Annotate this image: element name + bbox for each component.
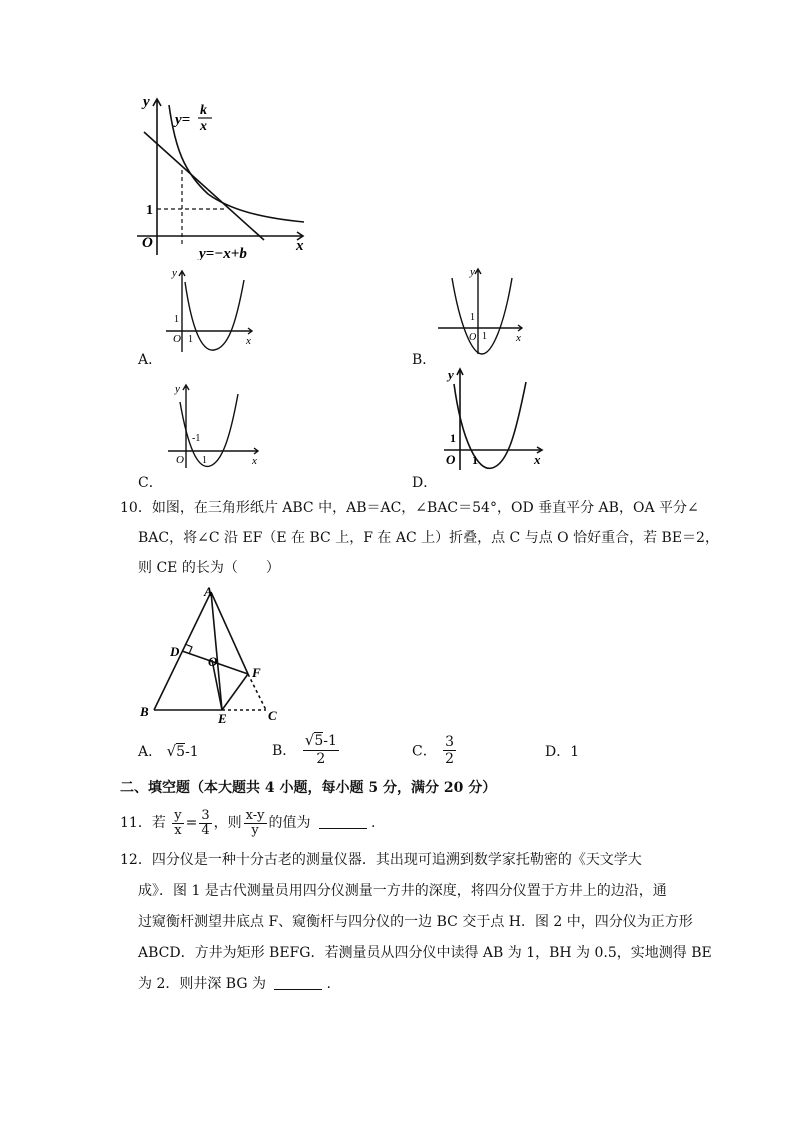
- origin-label: O: [176, 454, 184, 466]
- one-x-label: 1: [188, 334, 193, 345]
- hyperbola-line-graph: [132, 90, 312, 260]
- frac2-denominator: 4: [201, 822, 210, 838]
- one-y-label: 1: [450, 431, 456, 445]
- q10-line2: BAC，将∠C 沿 EF（E 在 BC 上，F 在 AC 上）折叠，点 C 与点 O 恰好重合，若 BE＝2，: [138, 530, 719, 546]
- option-b-letter[interactable]: B．: [412, 352, 437, 368]
- origin-label: O: [469, 332, 477, 343]
- line-ef: [222, 674, 248, 710]
- q12-line1: 12．四分仪是一种十分古老的测量仪器．其出现可追溯到数学家托勒密的《天文学大: [120, 852, 642, 868]
- one-x-label: 1: [202, 455, 207, 466]
- option-letter: A．: [138, 744, 163, 760]
- option-c-letter[interactable]: C．: [138, 475, 163, 491]
- answer-blank[interactable]: [319, 814, 367, 829]
- q10-option-d[interactable]: [545, 741, 579, 761]
- neg-one-y-label: -1: [192, 433, 201, 444]
- label-a: A: [204, 584, 213, 599]
- denominator: 2: [445, 751, 455, 767]
- x-label: x: [252, 455, 257, 467]
- label-b: B: [140, 704, 149, 719]
- x-label: x: [296, 238, 304, 254]
- y-label: y: [172, 267, 177, 279]
- line-label: y=−x+b: [199, 246, 247, 260]
- label-c: C: [268, 708, 277, 723]
- radicand: 5: [176, 744, 186, 760]
- label-o: O: [208, 654, 218, 669]
- q10-line1: 10．如图，在三角形纸片 ABC 中，AB＝AC，∠BAC＝54°，OD 垂直平分 AB，OA 平分∠: [120, 500, 699, 516]
- origin-label: O: [446, 452, 456, 467]
- y-label: y: [470, 266, 475, 278]
- y-label: y: [175, 383, 180, 395]
- q11-line: [120, 806, 375, 840]
- option-d-graph: [440, 362, 550, 474]
- one-y-label: 1: [470, 312, 475, 323]
- q10-option-a[interactable]: [138, 741, 199, 761]
- answer-blank[interactable]: [274, 975, 322, 990]
- sqrt-icon: √: [166, 742, 177, 760]
- option-d-letter[interactable]: D．: [412, 475, 438, 491]
- k-label: k: [200, 103, 207, 118]
- option-rest: -1: [185, 744, 199, 760]
- frac1-numerator: y: [174, 807, 182, 823]
- section-2-title: 二、填空题（本大题共 4 小题，每小题 5 分，满分 20 分）: [120, 780, 497, 796]
- q12-line5: [138, 969, 331, 999]
- x-den-label: x: [200, 119, 207, 134]
- option-letter: D．: [545, 744, 571, 760]
- line-curve: [144, 132, 264, 240]
- one-x-label: 1: [482, 331, 487, 342]
- one-label: 1: [146, 203, 153, 218]
- option-letter: B．: [272, 743, 297, 759]
- denominator: 2: [316, 751, 326, 767]
- option-value: 1: [570, 744, 580, 760]
- origin-label: O: [142, 235, 153, 251]
- q11-prefix: 11．若: [120, 815, 166, 831]
- q12-line4: ABCD．方井为矩形 BEFG．若测量员从四分仪中读得 AB 为 1，BH 为 0.5，实地测得 BE: [138, 945, 712, 961]
- numerator-rest: -1: [323, 733, 337, 749]
- q10-option-c[interactable]: [412, 734, 458, 767]
- x-label: x: [516, 332, 521, 344]
- x-label: x: [246, 335, 251, 347]
- option-c-graph: [164, 378, 264, 470]
- label-e: E: [218, 711, 227, 726]
- q11-mid: ，则: [213, 815, 242, 831]
- y-label: y: [143, 94, 150, 110]
- x-label: x: [534, 452, 541, 467]
- sqrt-icon: √: [304, 731, 315, 749]
- q11-end: .: [370, 815, 376, 831]
- option-a-graph: [162, 264, 262, 356]
- origin-label: O: [173, 333, 181, 345]
- radicand: 5: [314, 733, 324, 749]
- line-ae: [211, 592, 222, 710]
- q12-line2: 成》．图 1 是古代测量员用四分仪测量一方井的深度，将四分仪置于方井上的边沿，通: [138, 883, 667, 899]
- label-f: F: [252, 665, 261, 680]
- numerator: 3: [445, 734, 455, 750]
- one-y-label: 1: [174, 314, 179, 325]
- frac1-denominator: x: [174, 822, 182, 838]
- option-letter: C．: [412, 743, 437, 760]
- q12-line5-prefix: 为 2．则井深 BG 为: [138, 976, 266, 992]
- frac3-numerator: x-y: [245, 807, 265, 823]
- frac3-denominator: y: [251, 822, 259, 838]
- q10-line3: 则 CE 的长为（ ）: [138, 560, 280, 576]
- y-label: y: [448, 367, 454, 382]
- one-x-label: 1: [472, 453, 478, 467]
- hyperbola-label: y=: [175, 112, 191, 128]
- triangle-figure: [134, 582, 294, 727]
- q11-suffix: 的值为: [268, 815, 311, 831]
- label-d: D: [170, 644, 180, 659]
- option-b-graph: [432, 262, 532, 358]
- q10-option-b[interactable]: [272, 732, 341, 768]
- q12-line3: 过窥衡杆测望井底点 F、窥衡杆与四分仪的一边 BC 交于点 H．图 2 中，四分仪为正方形: [138, 914, 693, 930]
- equals-sign: =: [185, 815, 198, 831]
- q12-end: .: [326, 976, 331, 992]
- frac2-numerator: 3: [201, 807, 210, 823]
- option-a-letter[interactable]: A．: [138, 352, 163, 368]
